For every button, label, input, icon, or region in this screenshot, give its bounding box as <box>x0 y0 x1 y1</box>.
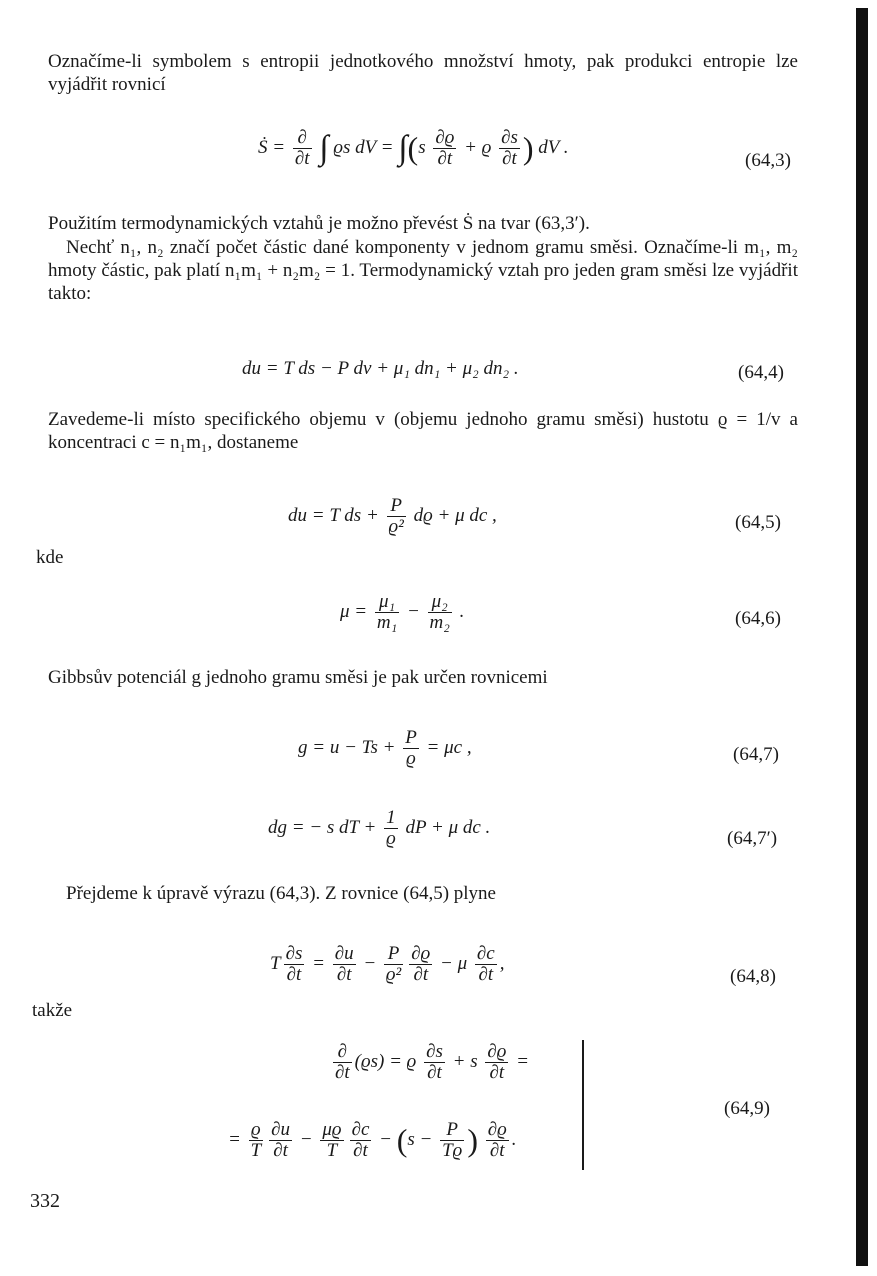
equation-64-6: μ = $\frac{\text{μ₁}}{\text{m₁}}$ − $\frac{\text{μ₂}}{\text{m₂}}$ . <box>340 591 465 633</box>
equation-64-8: T $\frac{\partial s}{\partial t}$ = $\frac{\partial u}{\partial t}$ − $\frac{P}{\text{ϱ²}}$ $\frac{\partial ϱ}{\partial t}$ − μ $\frac{\partial c}{\partial t}$ , <box>270 943 505 985</box>
equation-number-64-5: (64,5) <box>735 512 781 533</box>
equation-64-7: g = u − Ts + $\frac{P}{ϱ}$ = μc , <box>298 727 472 769</box>
equation-number-64-6: (64,6) <box>735 608 781 629</box>
equation-64-5: du = T ds + $\frac{P}{\text{ϱ²}}$ dϱ + μ dc , <box>288 495 497 537</box>
paragraph-gibbs: Gibbsův potenciál g jednoho gramu směsi je pak určen rovnicemi <box>48 667 548 688</box>
paragraph-particles: Nechť n₁, n₂ značí počet částic dané komponenty v jednom gramu směsi. Označíme-li m₁, m₂ hmoty částic, pak platí n₁m₁ + n₂m₂ = 1. Termodynamický vztah pro jeden gram směsi lze vyjádřit takto: <box>48 237 798 304</box>
equation-64-9-row1: $\frac{\partial}{\partial t}$ (ϱs) = ϱ $\frac{\partial s}{\partial t}$ + s $\frac{\partial ϱ}{\partial t}$ = <box>335 1041 529 1083</box>
equation-number-64-4: (64,4) <box>738 362 784 383</box>
paragraph-conversion: Použitím termodynamických vztahů je možno převést Ṡ na tvar (63,3′). <box>48 213 590 234</box>
page-number: 332 <box>30 1190 60 1212</box>
equation-64-7-prime: dg = − s dT + $\frac{1}{ϱ}$ dP + μ dc . <box>268 807 491 849</box>
scan-edge-bar <box>856 8 868 1266</box>
paragraph-density: Zavedeme-li místo specifického objemu v (objemu jednoho gramu směsi) hustotu ϱ = 1/v a koncentraci c = n₁m₁, dostaneme <box>48 409 798 453</box>
paragraph-adjust: Přejdeme k úpravě výrazu (64,3). Z rovnice (64,5) plyne <box>66 883 496 904</box>
equation-number-64-7: (64,7) <box>733 744 779 765</box>
equation-64-9-row2: = $\frac{ϱ}{T}$ $\frac{\partial u}{\partial t}$ − $\frac{\mu ϱ}{T}$ $\frac{\partial c}{\partial t}$ − (s − $\frac{P}{Tϱ}$ ) $\frac{\partial ϱ}{\partial t}$ . <box>228 1119 517 1161</box>
word-kde: kde <box>36 547 64 568</box>
word-takze: takže <box>32 1000 73 1021</box>
equation-64-9-brace <box>578 1040 584 1170</box>
equation-number-64-3: (64,3) <box>745 150 791 171</box>
equation-number-64-8: (64,8) <box>730 966 776 987</box>
equation-64-4: du = T ds − P dv + μ₁ dn₁ + μ₂ dn₂ . <box>242 358 519 379</box>
equation-number-64-9: (64,9) <box>724 1098 770 1119</box>
paragraph-intro: Označíme-li symbolem s entropii jednotkového množství hmoty, pak produkci entropie lze vyjádřit rovnicí <box>48 51 798 95</box>
equation-number-64-7-prime: (64,7′) <box>727 828 778 849</box>
equation-64-3: Ṡ = $\frac{\partial}{\partial t}$ ∫ ϱs dV = ∫(s $\frac{\partial ϱ}{\partial t}$ + ϱ $\frac{\partial s}{\partial t}$ ) dV . <box>258 127 569 169</box>
